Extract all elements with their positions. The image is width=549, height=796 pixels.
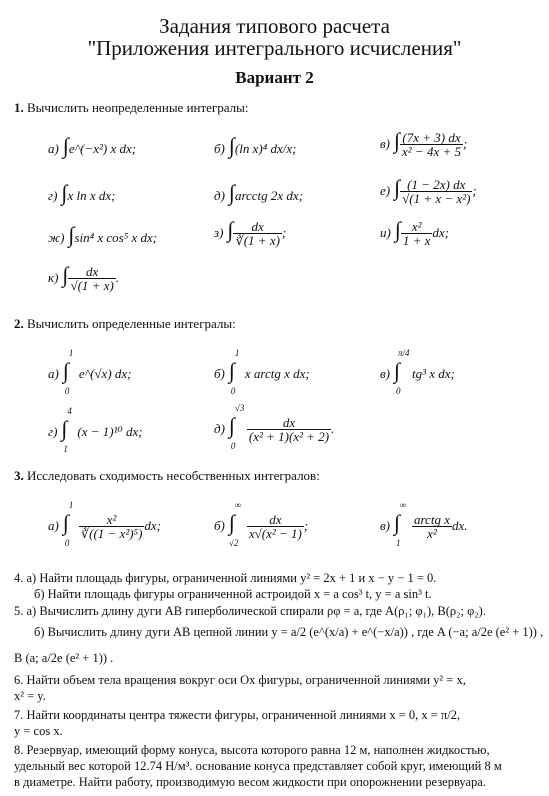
task5a: 5. а) Вычислить длину дуги AB гиперболической спирали ρφ = a, где A(ρ₁; φ₁), B(ρ₂; φ₂). (14, 604, 486, 618)
section2-heading: 2. Вычислить определенные интегралы: (14, 316, 236, 331)
s2-item-b: б) 1 ∫ 0 x arctg x dx; (214, 348, 310, 396)
s1-item-k: к) ∫ $\frac{dx}{√(1 + x)}$ . (48, 262, 120, 293)
task7a: 7. Найти координаты центра тяжести фигуры, ограниченной линиями x = 0, x = π/2, (14, 708, 461, 722)
task5c: B (a; a/2e (e² + 1)) . (14, 651, 114, 665)
s1-item-b: б) ∫(ln x)⁴ dx/x; (214, 133, 297, 158)
task8b: удельный вес которой 12.74 Н/м³. основание конуса представляет собой круг, имеющий 8 м (14, 759, 502, 773)
task4a: 4. а) Найти площадь фигуры, ограниченной линиями y² = 2x + 1 и x − y − 1 = 0. (14, 571, 437, 585)
s1-item-zh: ж) ∫sin⁴ x cos⁵ x dx; (48, 222, 158, 247)
section3-heading: 3. Исследовать сходимость несобственных интегралов: (14, 468, 320, 483)
s3-item-c: в) ∞ ∫ 1 $\frac{\text{arctg x}}{\text{x²}}$ dx. (380, 500, 468, 548)
s1-item-c: в) ∫ $\frac{(7x + 3) dx}{\text{x² − 4x + 5}}$ ; (380, 128, 468, 159)
task5b: б) Вычислить длину дуги AB цепной линии y = a/2 (e^(x/a) + e^(−x/a)) , где A (−a; a/2e (e² + 1)) , (34, 625, 544, 639)
document-title-line1: Задания типового расчета (159, 14, 390, 38)
s1-item-g: г) ∫x ln x dx; (48, 180, 116, 205)
s1-item-d: д) ∫arcctg 2x dx; (214, 180, 304, 205)
task6b: x² = y. (14, 689, 46, 703)
s2-item-c: в) π/4 ∫ 0 tg³ x dx; (380, 348, 455, 396)
s1-item-i: и) ∫ $\frac{\text{x²}}{1 + x}$ dx; (380, 217, 450, 248)
s2-item-d: д) √3 ∫ 0 $\frac{dx}{\text{(x² + 1)(x² + 2)}}$ . (214, 403, 335, 451)
s1-item-a: а) ∫e^(−x²) x dx; (48, 133, 137, 158)
s1-item-e: е) ∫ $\frac{(1 - 2x) dx}{\text{√(1 + x − x²)}}$ ; (380, 175, 477, 206)
s3-item-a: а) 1 ∫ 0 $\frac{\text{x²}}{\text{∛((1 − x²)⁵)}}$ dx; (48, 500, 162, 548)
s3-item-b: б) ∞ ∫ √2 $\frac{dx}{\text{x√(x² − 1)}}$ ; (214, 500, 309, 548)
task7b: y = cos x. (14, 724, 63, 738)
task4b: б) Найти площадь фигуры ограниченной астроидой x = a cos³ t, y = a sin³ t. (34, 587, 432, 601)
task6a: 6. Найти объем тела вращения вокруг оси Ox фигуры, ограниченной линиями y² = x, (14, 673, 466, 687)
document-title-line2: "Приложения интегрального исчисления" (87, 36, 462, 60)
s2-item-a: а) 1 ∫ 0 e^(√x) dx; (48, 348, 132, 396)
s1-item-z: з) ∫ $\frac{dx}{∛(1 + x)}$ ; (214, 217, 287, 248)
section1-heading: 1. Вычислить неопределенные интегралы: (14, 100, 249, 115)
s2-item-g: г) 4 ∫ 1 (x − 1)¹⁰ dx; (48, 406, 143, 454)
task8c: в диаметре. Найти работу, производимую весом жидкости при опорожнении резервуара. (14, 775, 486, 789)
variant-heading: Вариант 2 (235, 68, 314, 87)
task8a: 8. Резервуар, имеющий форму конуса, высота которого равна 12 м, наполнен жидкостью, (14, 743, 490, 757)
